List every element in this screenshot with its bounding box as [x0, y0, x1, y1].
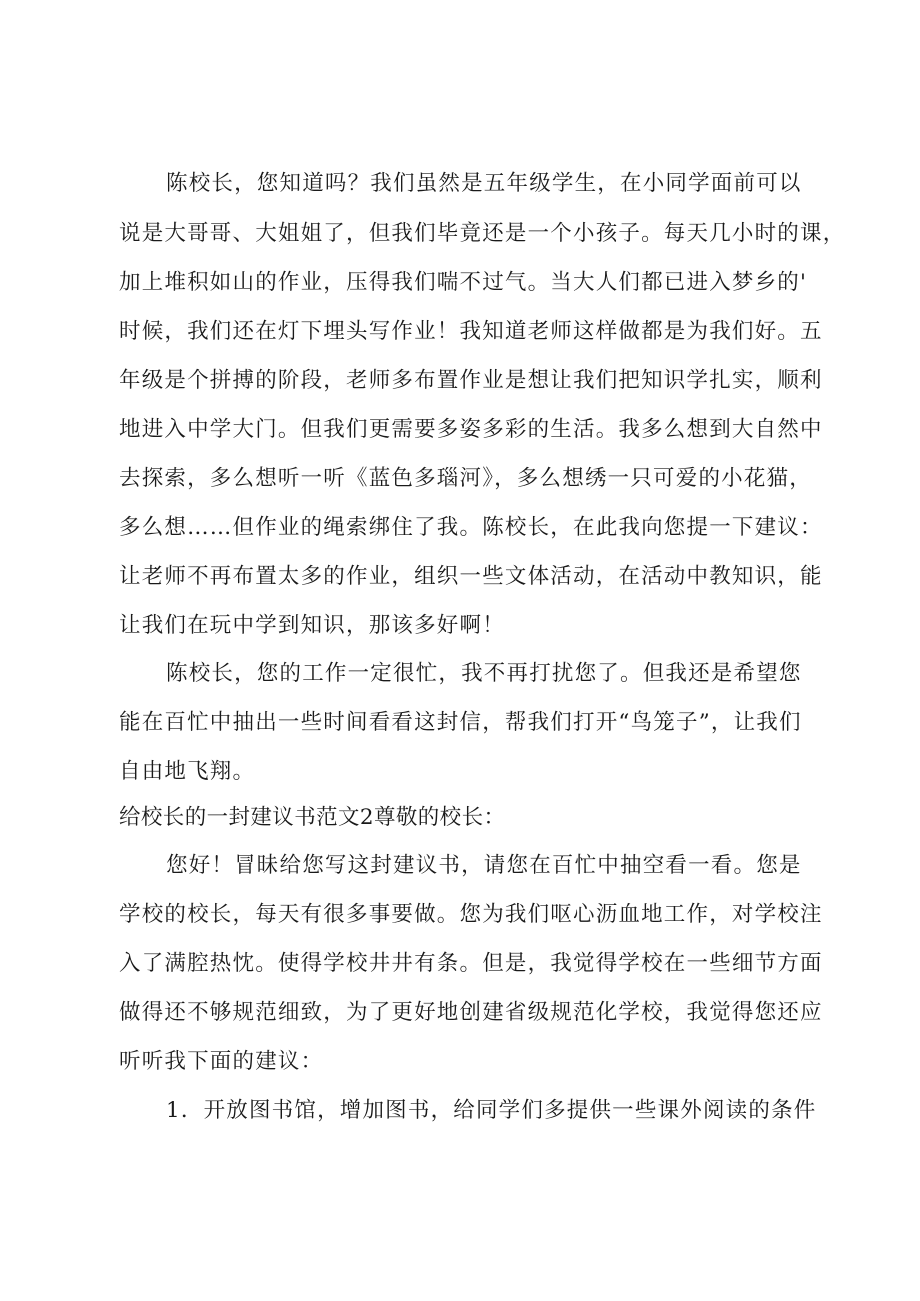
paragraph-3-line-2: 学校的校长，每天有很多事要做。您为我们呕心沥血地工作，对学校注: [119, 902, 823, 927]
paragraph-2-line-2: 能在百忙中抽出一些时间看看这封信，帮我们打开“鸟笼子”，让我们: [119, 710, 802, 735]
paragraph-1-line-9: 让老师不再布置太多的作业，组织一些文体活动，在活动中教知识，能: [119, 564, 823, 589]
paragraph-1-line-4: 时候，我们还在灯下埋头写作业！我知道老师这样做都是为我们好。五: [119, 319, 823, 344]
paragraph-1-line-6: 地进入中学大门。但我们更需要多姿多彩的生活。我多么想到大自然中: [119, 417, 823, 442]
paragraph-2-line-3: 自由地飞翔。: [119, 759, 256, 784]
paragraph-3-line-1: 您好！冒昧给您写这封建议书，请您在百忙中抽空看一看。您是: [166, 853, 802, 878]
paragraph-3-line-4: 做得还不够规范细致，为了更好地创建省级规范化学校，我觉得您还应: [119, 1000, 823, 1025]
paragraph-1-line-10: 让我们在玩中学到知识，那该多好啊！: [119, 613, 505, 638]
section-heading: 给校长的一封建议书范文2尊敬的校长：: [119, 805, 506, 830]
paragraph-1-line-7: 去探索，多么想听一听《蓝色多瑙河》，多么想绣一只可爱的小花猫，: [119, 466, 812, 491]
paragraph-2-line-1: 陈校长，您的工作一定很忙，我不再打扰您了。但我还是希望您: [166, 661, 802, 686]
numbered-item-1: 1．开放图书馆，增加图书，给同学们多提供一些课外阅读的条件: [166, 1098, 817, 1123]
paragraph-3-line-3: 入了满腔热忱。使得学校井井有条。但是，我觉得学校在一些细节方面: [119, 951, 823, 976]
paragraph-1-line-5: 年级是个拼搏的阶段，老师多布置作业是想让我们把知识学扎实，顺利: [119, 368, 823, 393]
paragraph-1-line-2: 说是大哥哥、大姐姐了，但我们毕竟还是一个小孩子。每天几小时的课，: [119, 221, 846, 246]
paragraph-1-line-1: 陈校长，您知道吗？我们虽然是五年级学生，在小同学面前可以: [166, 171, 802, 196]
paragraph-3-line-5: 听听我下面的建议：: [119, 1049, 324, 1074]
paragraph-1-line-3: 加上堆积如山的作业，压得我们喘不过气。当大人们都已进入梦乡的': [119, 270, 808, 295]
paragraph-1-line-8: 多么想……但作业的绳索绑住了我。陈校长，在此我向您提一下建议：: [119, 515, 823, 540]
